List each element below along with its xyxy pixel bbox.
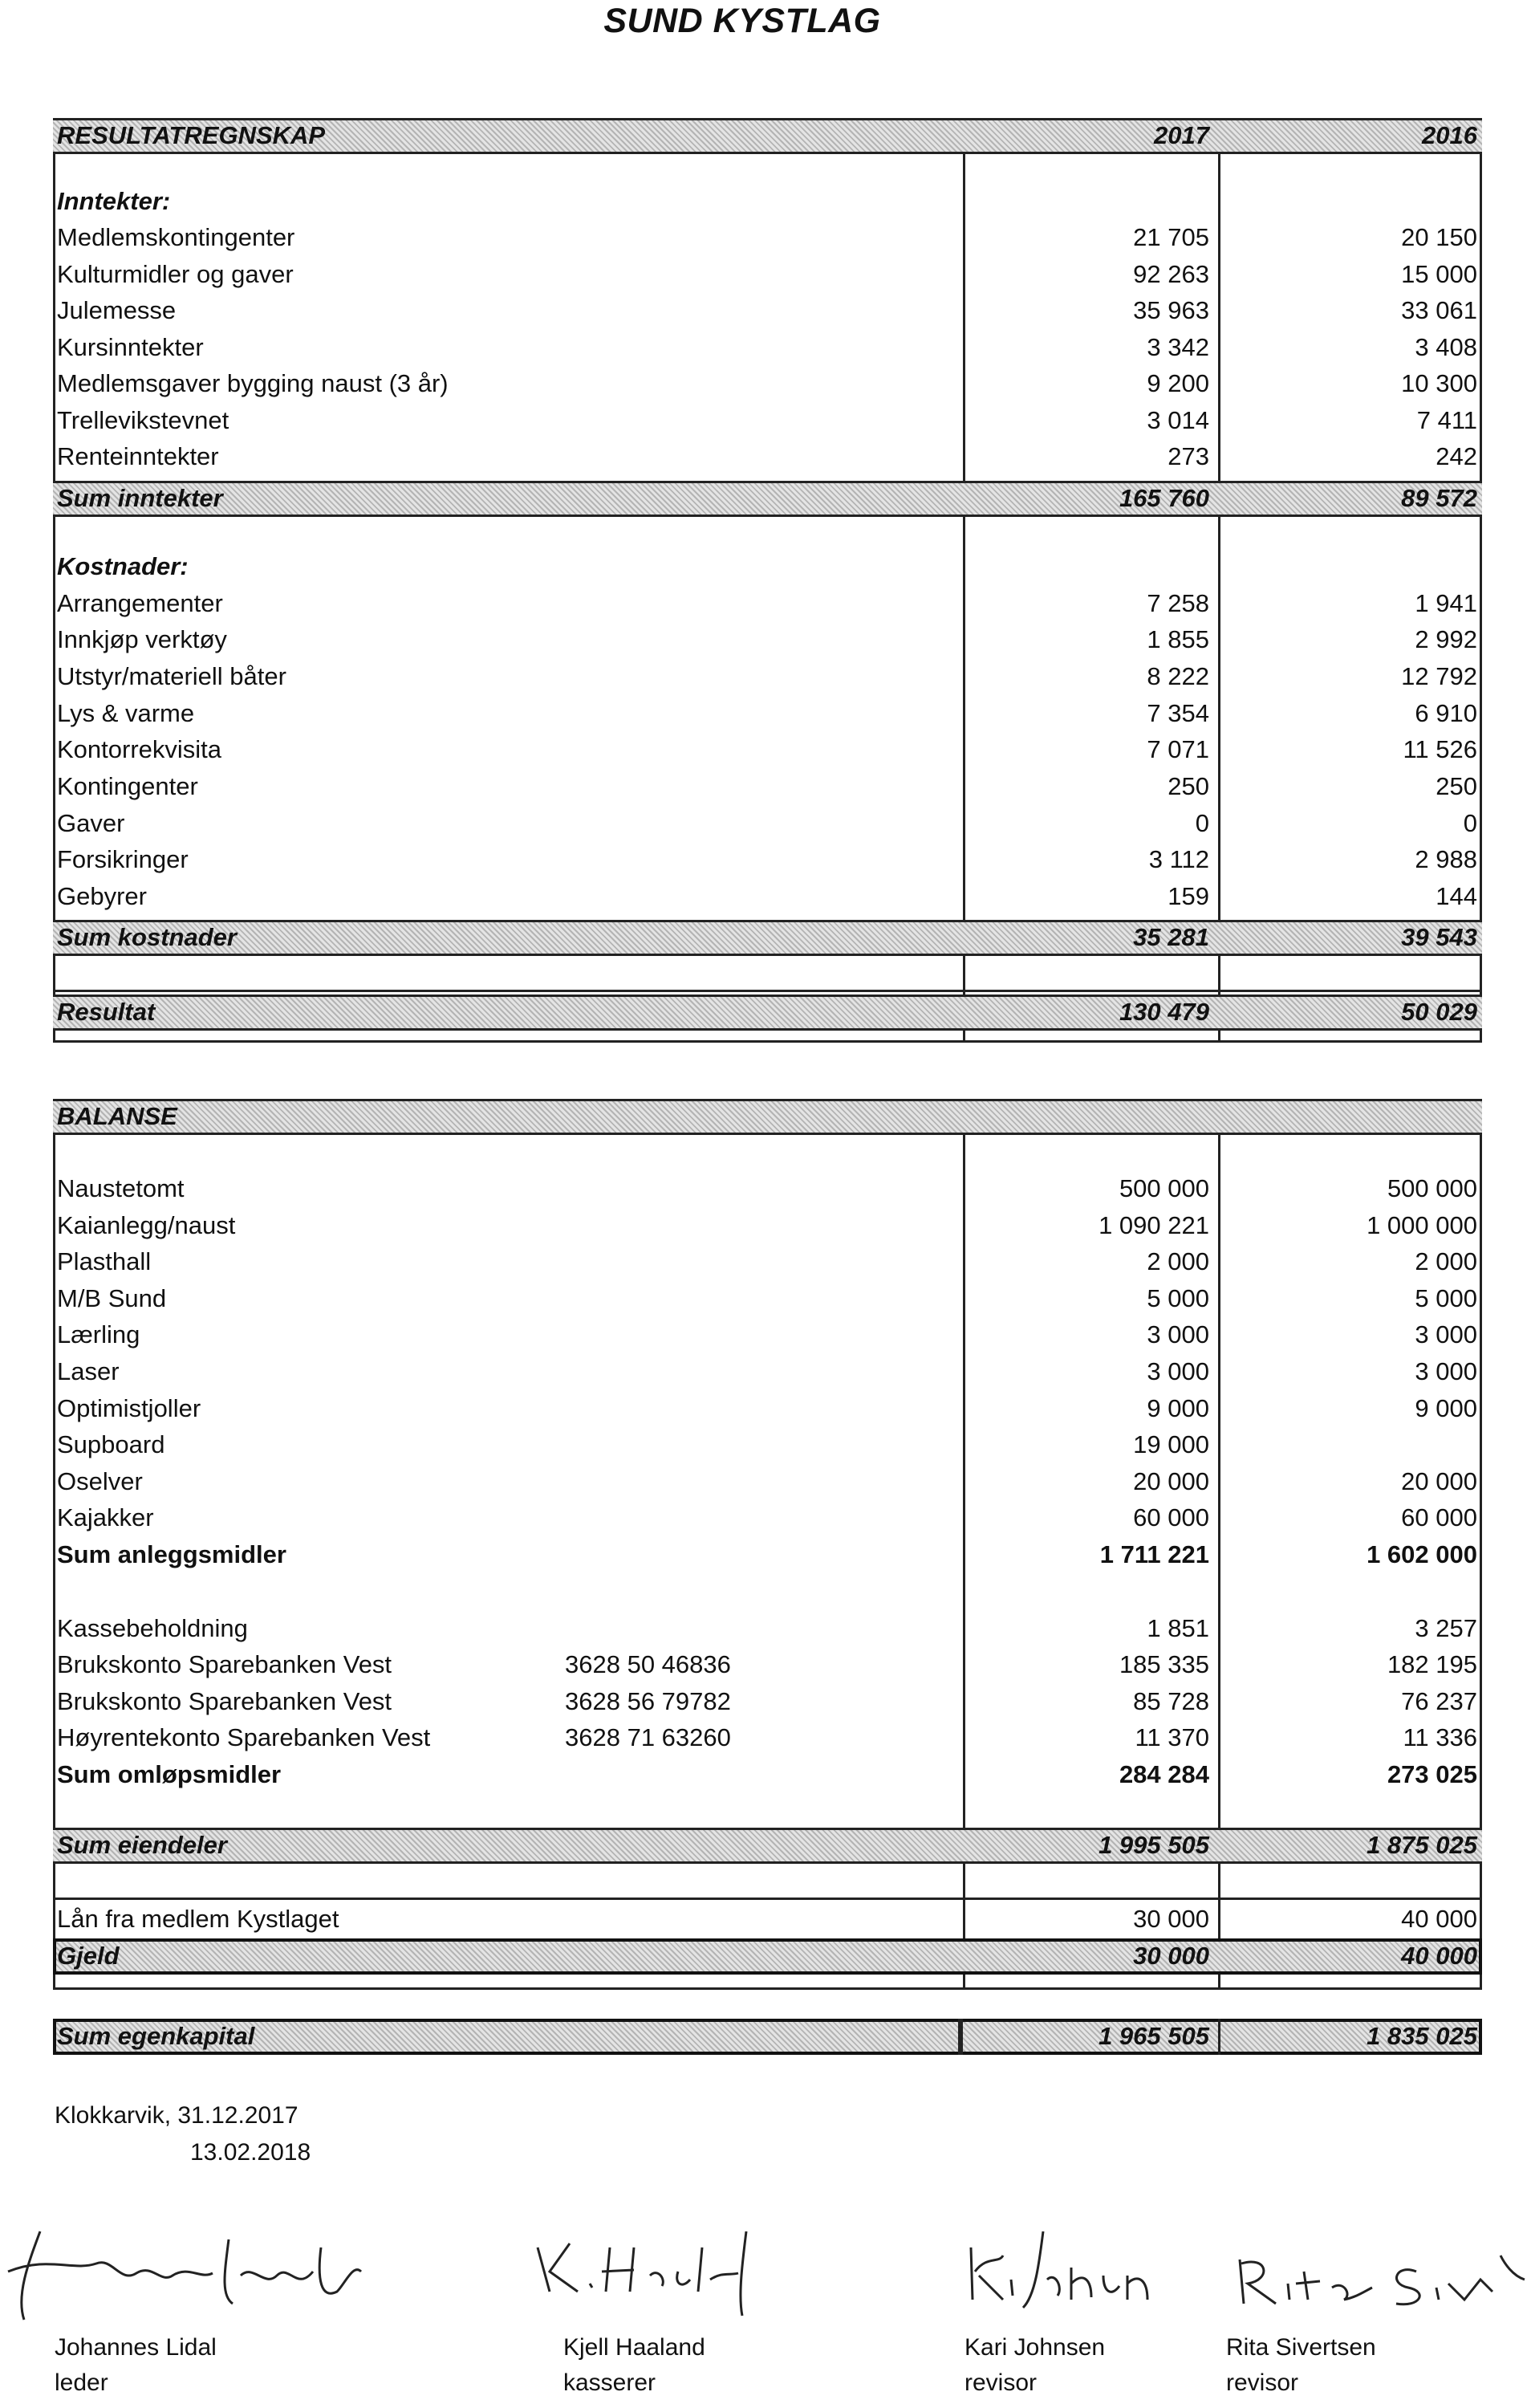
header-year-2016: 2016 <box>1422 121 1477 149</box>
table-row: Kassebeholdning 1 851 3 257 <box>57 1614 1477 1642</box>
signature-scrawl-sivertsen <box>1224 2239 1531 2312</box>
signature-scrawl-haaland <box>522 2215 778 2320</box>
table-row: Innkjøp verktøy 1 855 2 992 <box>57 625 1477 653</box>
table-row: Lys & varme 7 354 6 910 <box>57 699 1477 727</box>
place-date: Klokkarvik, 31.12.2017 <box>55 2102 298 2129</box>
loan-row: Lån fra medlem Kystlaget 30 000 40 000 <box>57 1905 1477 1933</box>
table-row: Arrangementer 7 258 1 941 <box>57 589 1477 617</box>
table-row: Utstyr/materiell båter 8 222 12 792 <box>57 662 1477 690</box>
table-row: Medlemskontingenter 21 705 20 150 <box>57 223 1477 251</box>
table-row: Oselver 20 000 20 000 <box>57 1467 1477 1495</box>
header-year-2017: 2017 <box>1154 121 1209 149</box>
balance-header-row <box>53 1099 1482 1135</box>
financial-statement <box>53 118 1482 2068</box>
table-row: Kaianlegg/naust 1 090 221 1 000 000 <box>57 1211 1477 1239</box>
table-row: Gaver 0 0 <box>57 809 1477 837</box>
table-row: M/B Sund 5 000 5 000 <box>57 1284 1477 1312</box>
table-row: Plasthall 2 000 2 000 <box>57 1247 1477 1275</box>
signature-lidal: Johannes Lidal leder <box>55 2334 217 2396</box>
table-row: Kontorrekvisita 7 071 11 526 <box>57 735 1477 763</box>
signature-scrawl-johnsen <box>955 2223 1163 2312</box>
account-number: 3628 56 79782 <box>565 1687 731 1715</box>
table-row: Optimistjoller 9 000 9 000 <box>57 1394 1477 1422</box>
second-date: 13.02.2018 <box>190 2139 311 2166</box>
result-row: Resultat 130 479 50 029 <box>57 998 1477 1026</box>
table-row: Julemesse 35 963 33 061 <box>57 296 1477 324</box>
sum-assets-row: Sum eiendeler 1 995 505 1 875 025 <box>57 1831 1477 1859</box>
sum-costs-row: Sum kostnader 35 281 39 543 <box>57 923 1477 951</box>
table-row: Kontingenter 250 250 <box>57 772 1477 800</box>
table-row: Brukskonto Sparebanken Vest 3628 50 46836 185 335 182 195 <box>57 1650 1477 1678</box>
table-row: Naustetomt 500 000 500 000 <box>57 1174 1477 1202</box>
signature-scrawl-lidal <box>0 2215 377 2328</box>
header-row <box>53 118 1482 154</box>
sum-current-assets-row: Sum omløpsmidler 284 284 273 025 <box>57 1760 1477 1788</box>
costs-heading-row <box>53 549 1482 585</box>
table-row: Kursinntekter 3 342 3 408 <box>57 333 1477 361</box>
table-row: Kulturmidler og gaver 92 263 15 000 <box>57 260 1477 288</box>
debt-row: Gjeld 30 000 40 000 <box>57 1942 1477 1970</box>
table-row: Renteinntekter 273 242 <box>57 442 1477 470</box>
table-row: Supboard 19 000 <box>57 1430 1209 1458</box>
signature-johnsen: Kari Johnsen revisor <box>964 2334 1106 2396</box>
table-row: Kajakker 60 000 60 000 <box>57 1503 1477 1531</box>
income-heading-row <box>53 184 1482 220</box>
table-row: Medlemsgaver bygging naust (3 år) 9 200 10 300 <box>57 369 1477 397</box>
table-row: Brukskonto Sparebanken Vest 3628 56 79782 85 728 76 237 <box>57 1687 1477 1715</box>
balance-heading: BALANSE <box>57 1102 177 1130</box>
table-row: Gebyrer 159 144 <box>57 882 1477 910</box>
costs-heading: Kostnader: <box>57 552 189 580</box>
divider <box>53 990 1482 992</box>
signature-sivertsen: Rita Sivertsen revisor <box>1226 2334 1376 2396</box>
divider <box>53 1898 1482 1900</box>
table-row: Trellevikstevnet 3 014 7 411 <box>57 406 1477 434</box>
equity-row: Sum egenkapital 1 965 505 1 835 025 <box>57 2022 1477 2050</box>
table-row: Lærling 3 000 3 000 <box>57 1320 1477 1348</box>
sum-income-row: Sum inntekter 165 760 89 572 <box>57 484 1477 512</box>
table-row: Forsikringer 3 112 2 988 <box>57 845 1477 873</box>
account-number: 3628 50 46836 <box>565 1650 731 1678</box>
document-title: SUND KYSTLAG <box>603 2 881 40</box>
income-heading: Inntekter: <box>57 187 171 215</box>
header-label: RESULTATREGNSKAP <box>57 121 326 149</box>
sum-fixed-assets-row: Sum anleggsmidler 1 711 221 1 602 000 <box>57 1540 1477 1568</box>
table-row: Laser 3 000 3 000 <box>57 1357 1477 1385</box>
signature-haaland: Kjell Haaland kasserer <box>563 2334 705 2396</box>
account-number: 3628 71 63260 <box>565 1723 731 1751</box>
table-row: Høyrentekonto Sparebanken Vest 3628 71 63260 11 370 11 336 <box>57 1723 1477 1751</box>
